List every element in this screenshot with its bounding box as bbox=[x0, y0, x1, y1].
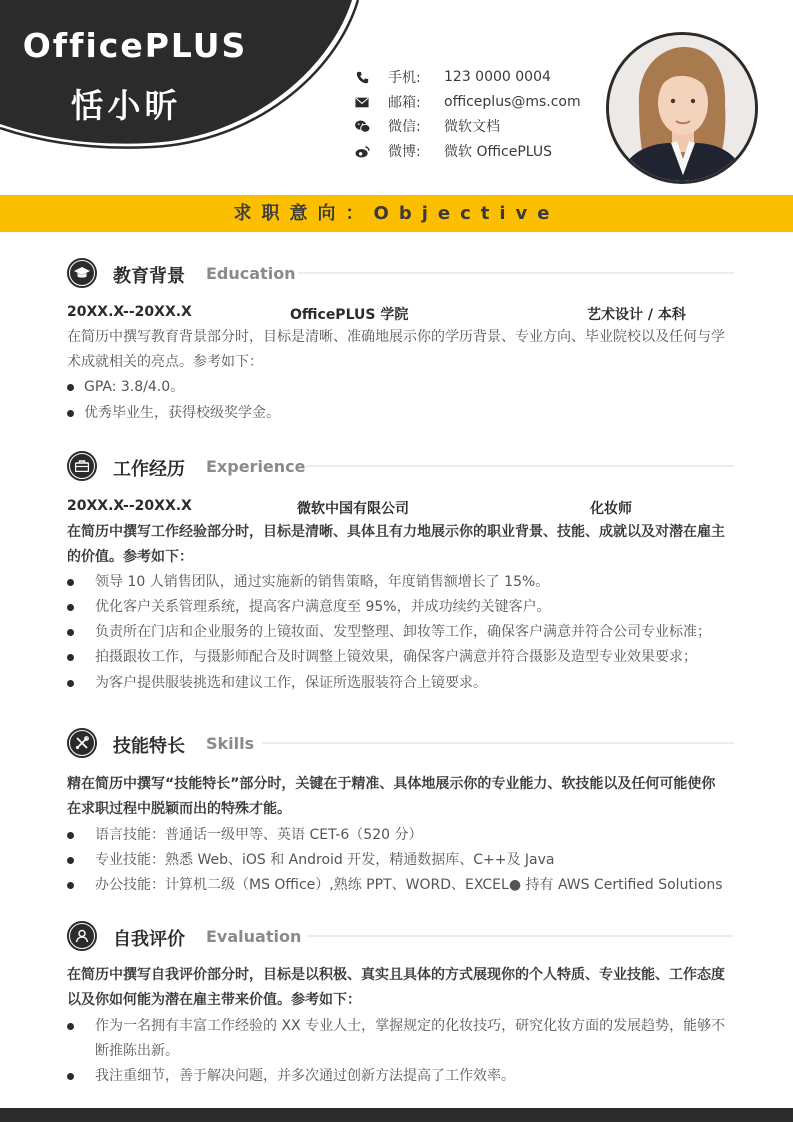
mail-icon bbox=[354, 94, 370, 110]
list-item: 作为一名拥有丰富工作经验的 XX 专业人士，掌握规定的化妆技巧，研究化妆方面的发展趋势，能够不断推陈出新。 bbox=[67, 1014, 737, 1064]
contact-wechat bbox=[354, 114, 500, 138]
evaluation-title-en: Evaluation bbox=[206, 927, 302, 946]
evaluation-section-icon bbox=[67, 921, 97, 951]
candidate-name: 恬小昕 bbox=[70, 86, 182, 125]
experience-company: 微软中国有限公司 bbox=[297, 501, 409, 517]
list-item: 优化客户关系管理系统，提高客户满意度至 95%，并成功续约关键客户。 bbox=[67, 595, 737, 620]
skills-title: 技能特长 bbox=[113, 736, 185, 757]
list-item: 我注重细节，善于解决问题，并多次通过创新方法提高了工作效率。 bbox=[67, 1064, 737, 1089]
wechat-icon bbox=[354, 118, 370, 134]
experience-period: 20XX.X--20XX.X bbox=[67, 498, 192, 514]
contact-value: officeplus@ms.com bbox=[444, 94, 581, 110]
contact-value: 123 0000 0004 bbox=[444, 69, 551, 85]
list-item: 拍摄跟妆工作，与摄影师配合及时调整上镜效果，确保客户满意并符合摄影及造型专业效果要求； bbox=[67, 645, 737, 670]
education-school: OfficePLUS 学院 bbox=[290, 307, 409, 323]
tools-icon bbox=[75, 736, 89, 750]
person-icon bbox=[75, 929, 89, 943]
skills-title-en: Skills bbox=[206, 734, 255, 753]
list-item: 语言技能：普通话一级甲等、英语 CET-6（520 分） bbox=[67, 823, 737, 848]
education-section-icon bbox=[67, 258, 97, 288]
objective-title: 求职意向：Objective bbox=[233, 203, 560, 224]
contact-label: 邮箱: bbox=[388, 95, 421, 111]
contact-weibo bbox=[354, 139, 552, 163]
education-major: 艺术设计 / 本科 bbox=[587, 307, 686, 323]
phone-icon bbox=[354, 69, 370, 85]
section-divider bbox=[306, 465, 734, 467]
list-item: 办公技能：计算机二级（MS Office）,熟练 PPT、WORD、EXCEL● 持有 AWS Certified Solutions bbox=[67, 873, 737, 898]
contact-label: 微信: bbox=[388, 119, 421, 135]
brand-title: OfficePLUS bbox=[22, 26, 248, 65]
experience-intro: 在简历中撰写工作经验部分时，目标是清晰、具体且有力地展示你的职业背景、技能、成就以及对潜在雇主的价值。参考如下： bbox=[67, 524, 725, 565]
experience-role: 化妆师 bbox=[590, 501, 632, 517]
contact-label: 手机: bbox=[388, 70, 421, 86]
list-item: 专业技能：熟悉 Web、iOS 和 Android 开发，精通数据库、C++及 Java bbox=[67, 848, 737, 873]
evaluation-intro: 在简历中撰写自我评价部分时，目标是以积极、真实且具体的方式展现你的个人特质、专业技能、工作态度以及你如何能为潜在雇主带来价值。参考如下： bbox=[67, 967, 725, 1008]
contact-value: 微软 OfficePLUS bbox=[444, 144, 552, 160]
education-period: 20XX.X--20XX.X bbox=[67, 304, 192, 320]
weibo-icon bbox=[354, 143, 370, 159]
skills-intro: 精在简历中撰写“技能特长”部分时，关键在于精准、具体地展示你的专业能力、软技能以及任何可能使你在求职过程中脱颖而出的特殊才能。 bbox=[67, 776, 716, 817]
evaluation-title: 自我评价 bbox=[113, 929, 185, 950]
experience-section-icon bbox=[67, 451, 97, 481]
education-intro: 在简历中撰写教育背景部分时，目标是清晰、准确地展示你的学历背景、专业方向、毕业院校以及任何与学术成就相关的亮点。参考如下： bbox=[67, 329, 725, 370]
education-title: 教育背景 bbox=[113, 266, 185, 287]
briefcase-icon bbox=[75, 460, 89, 472]
education-title-en: Education bbox=[206, 264, 296, 283]
list-item: GPA: 3.8/4.0。 bbox=[67, 375, 737, 400]
footer-bar bbox=[0, 1108, 793, 1122]
list-item: 领导 10 人销售团队，通过实施新的销售策略，年度销售额增长了 15%。 bbox=[67, 570, 737, 595]
skills-section-icon bbox=[67, 728, 97, 758]
section-divider bbox=[298, 272, 734, 274]
list-item: 负责所在门店和企业服务的上镜妆面、发型整理、卸妆等工作，确保客户满意并符合公司专业标准； bbox=[67, 620, 737, 645]
graduation-cap-icon bbox=[74, 266, 90, 280]
profile-photo bbox=[606, 32, 758, 184]
contact-phone bbox=[354, 65, 551, 89]
section-divider bbox=[262, 742, 734, 744]
contact-value: 微软文档 bbox=[444, 119, 500, 135]
contact-email bbox=[354, 90, 581, 114]
section-divider bbox=[306, 935, 734, 937]
contact-label: 微博: bbox=[388, 144, 421, 160]
list-item: 为客户提供服装挑选和建议工作，保证所选服装符合上镜要求。 bbox=[67, 671, 737, 696]
list-item: 优秀毕业生，获得校级奖学金。 bbox=[67, 401, 737, 426]
experience-title-en: Experience bbox=[206, 457, 306, 476]
experience-title: 工作经历 bbox=[113, 459, 185, 480]
header-brand-shape bbox=[0, 0, 360, 150]
